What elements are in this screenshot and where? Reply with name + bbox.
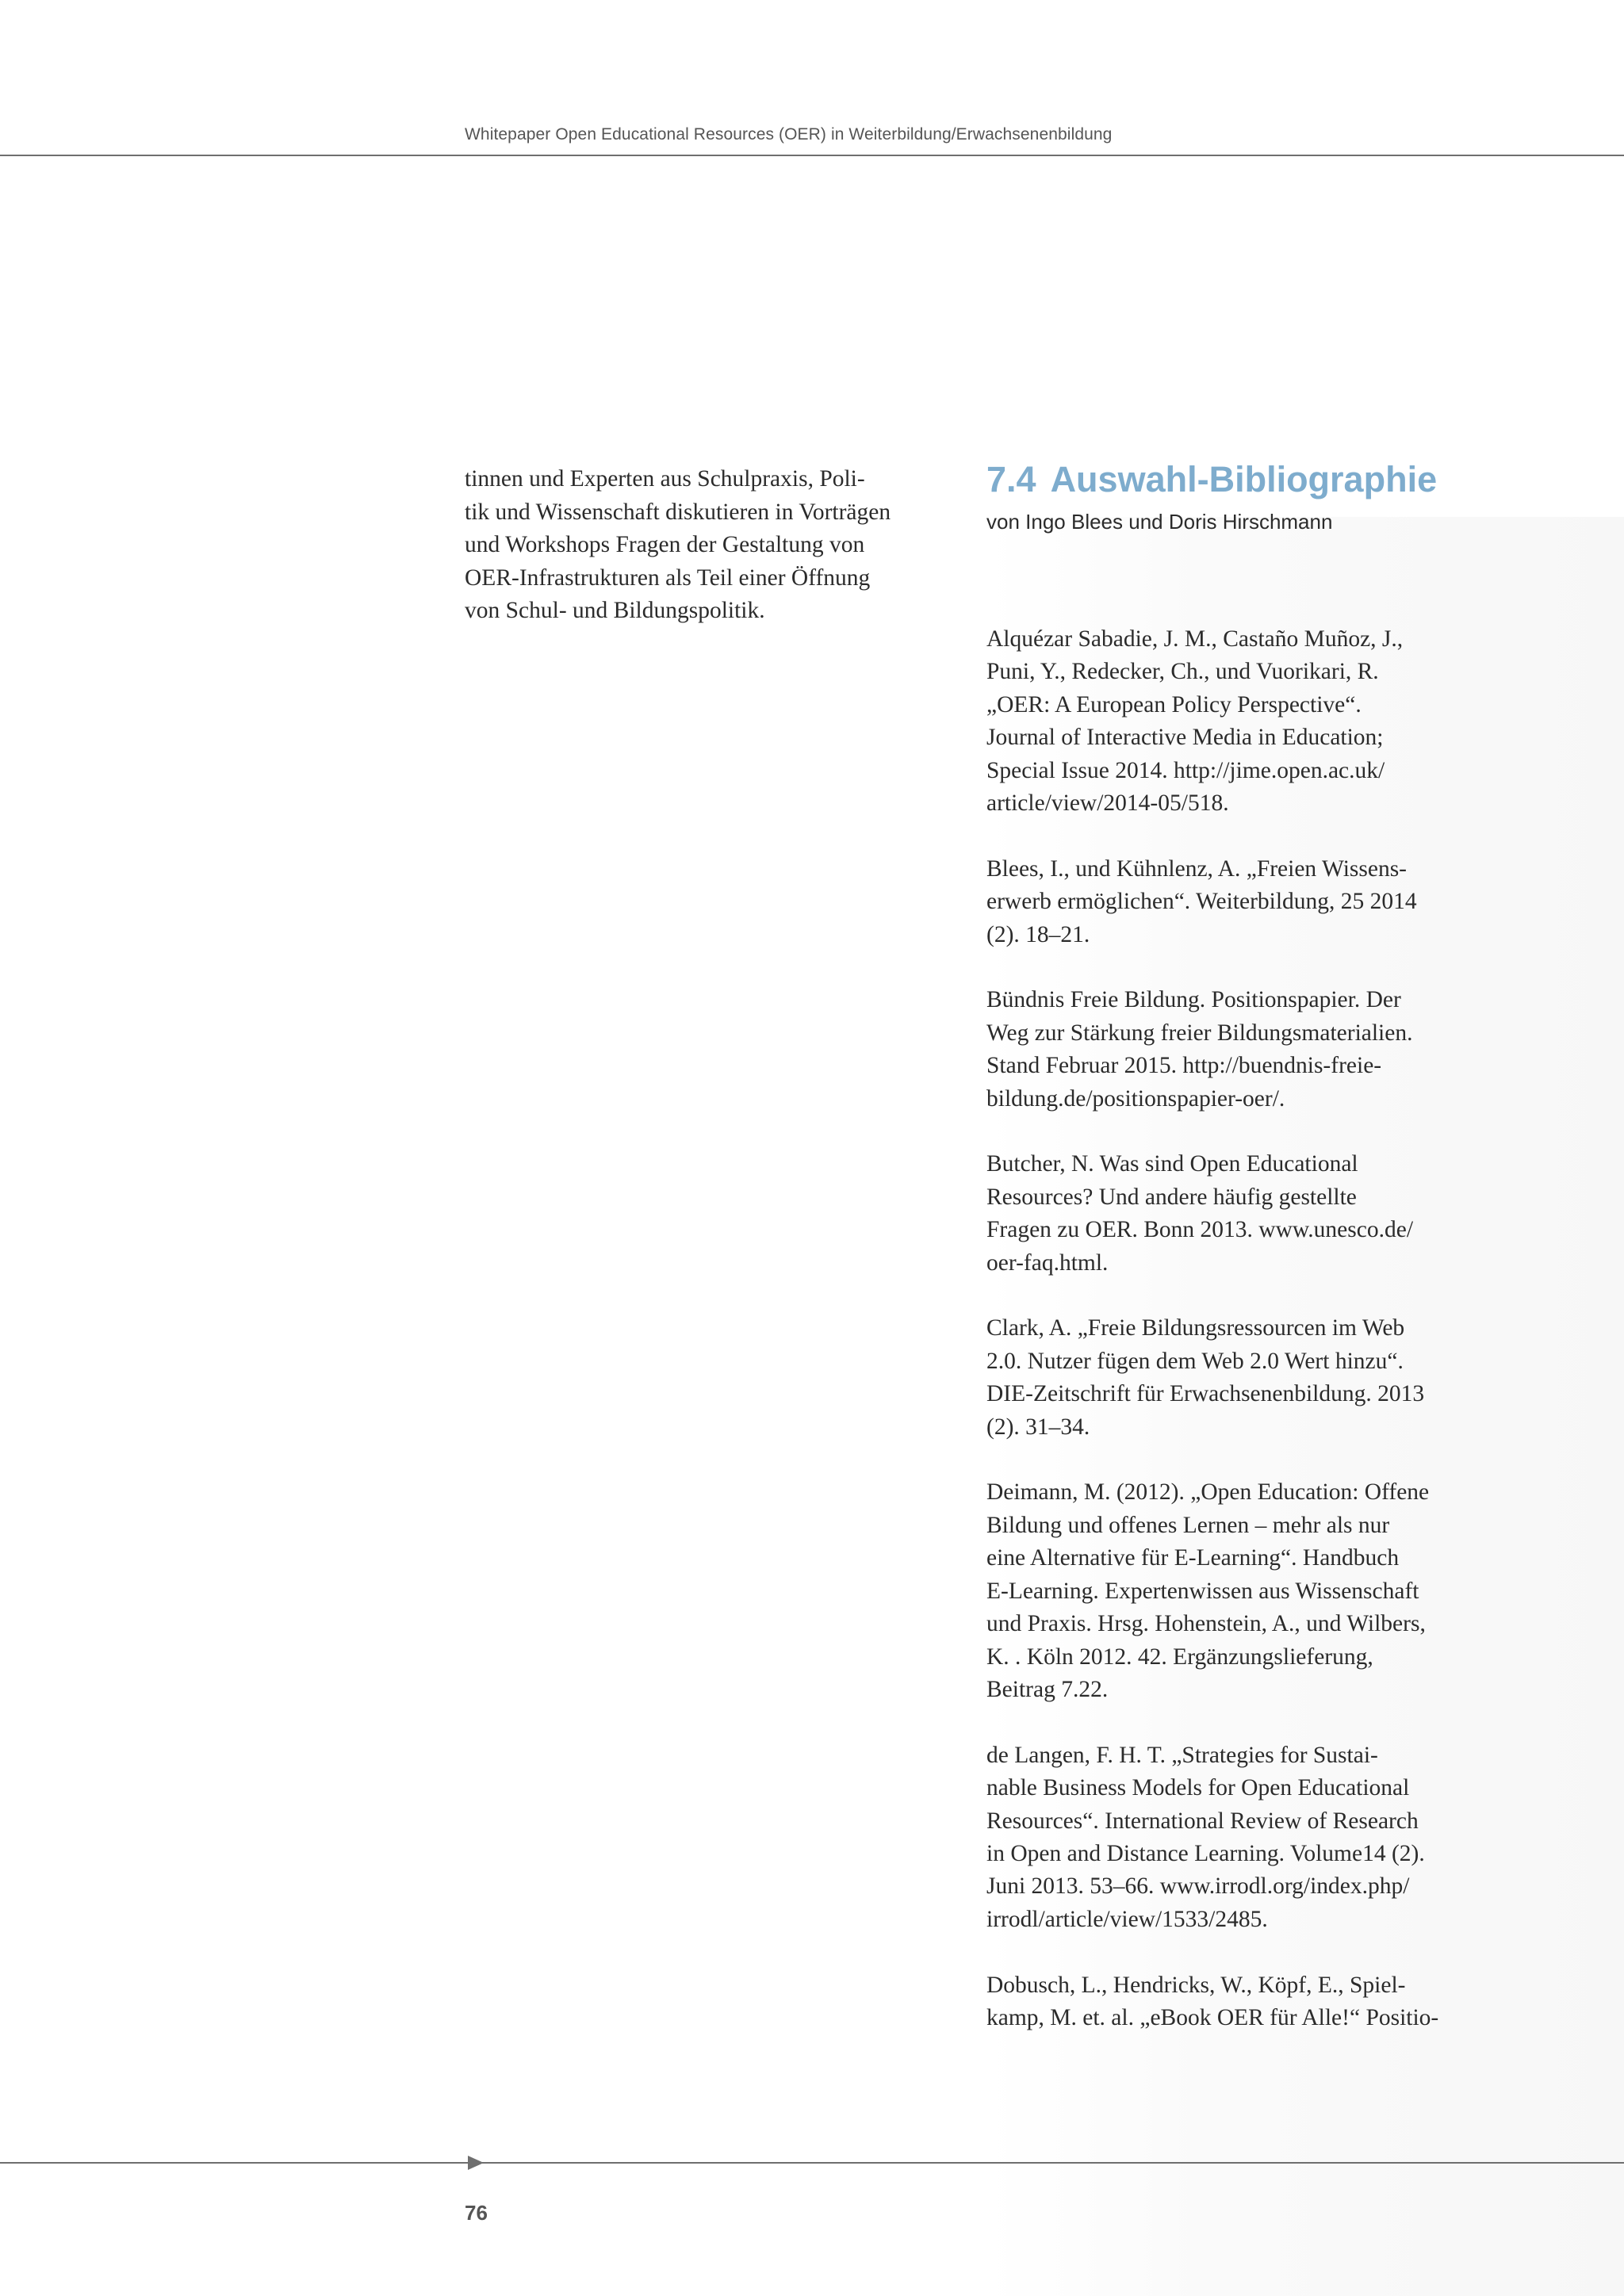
bibliography-entry: Dobusch, L., Hendricks, W., Köpf, E., Spiel- kamp, M. et. al. „eBook OER für Alle!“ Positio-: [986, 1972, 1439, 2030]
bibliography-entry: de Langen, F. H. T. „Strategies for Sustai- nable Business Models for Open Educational Resources“. International Review of Research in Open and Distance Learning. Volume14 (2). Juni 2013. 53–66. www.irrodl.org/index.php/ irrodl/article/view/1533/2485.: [986, 1742, 1425, 1932]
bibliography-entry: Alquézar Sabadie, J. M., Castaño Muñoz, J., Puni, Y., Redecker, Ch., und Vuorikari, R. „OER: A European Policy Perspective“. Journal of Interactive Media in Education; Special Issue 2014. http://jime.open.ac.uk/ article/view/2014-05/518.: [986, 626, 1404, 817]
bibliography-entry: Blees, I., und Kühnlenz, A. „Freien Wissens- erwerb ermöglichen“. Weiterbildung, 25 2014 (2). 18–21.: [986, 855, 1417, 947]
bibliography-list: [986, 623, 1494, 2068]
header-rule: [0, 155, 1624, 156]
bibliography-entry: Butcher, N. Was sind Open Educational Resources? Und andere häufig gestellte Fragen zu OER. Bonn 2013. www.unesco.de/ oer-faq.html.: [986, 1151, 1414, 1276]
bibliography-entry: Deimann, M. (2012). „Open Education: Offene Bildung und offenes Lernen – mehr als nur eine Alternative für E-Learning“. Handbuch E-Learning. Expertenwissen aus Wissenschaft und Praxis. Hrsg. Hohenstein, A., und Wilbers, K. . Köln 2012. 42. Ergänzungslieferung, Beitrag 7.22.: [986, 1479, 1430, 1702]
bibliography-entry: Bündnis Freie Bildung. Positionspapier. Der Weg zur Stärkung freier Bildungsmaterialien. Stand Februar 2015. http://buendnis-freie- bildung.de/positionspapier-oer/.: [986, 987, 1413, 1112]
bibliography-section: [986, 452, 1494, 2030]
section-title: Auswahl-Bibliographie: [1050, 459, 1438, 499]
body-paragraph: tinnen und Experten aus Schulpraxis, Poli- tik und Wissenschaft diskutieren in Vorträgen und Workshops Fragen der Gestaltung von OER-Infrastrukturen als Teil einer Öffnung von Schul- und Bildungspolitik.: [465, 466, 891, 623]
bibliography-entry: Clark, A. „Freie Bildungsressourcen im Web 2.0. Nutzer fügen dem Web 2.0 Wert hinzu“. DIE-Zeitschrift für Erwachsenenbildung. 2013 (2). 31–34.: [986, 1315, 1425, 1440]
left-text-column: [465, 463, 956, 628]
running-header: Whitepaper Open Educational Resources (OER) in Weiterbildung/Erwachsenenbildung: [465, 125, 1113, 144]
section-number: 7.4: [986, 459, 1036, 499]
arrow-right-icon: [468, 2156, 484, 2170]
page-number: 76: [465, 2201, 488, 2225]
section-authors: von Ingo Blees und Doris Hirschmann: [986, 510, 1333, 534]
section-heading: [986, 452, 1494, 507]
footer-rule: [0, 2162, 1624, 2164]
